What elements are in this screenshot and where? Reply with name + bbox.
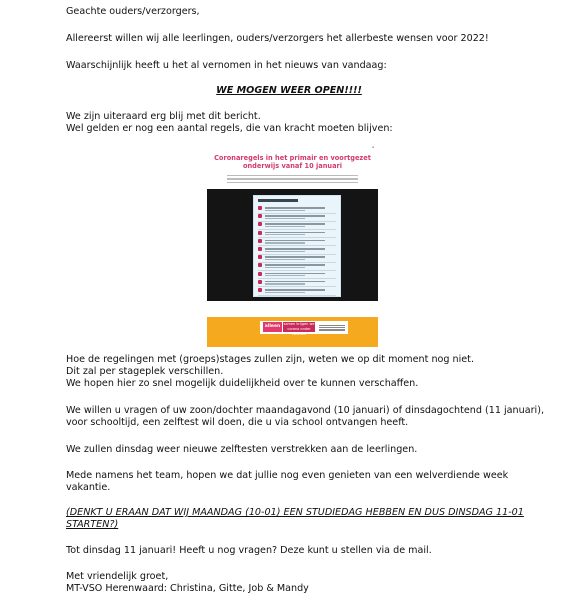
- studyday-reminder-line-1: (DENKT U ERAAN DAT WIJ MAANDAG (10-01) EEN STUDIEDAG HEBBEN EN DUS DINSDAG 11-01: [66, 507, 524, 518]
- rule-icon: [258, 272, 262, 276]
- corona-rules-infographic: [207, 137, 378, 350]
- rules-card-row: [258, 254, 336, 261]
- selftest-line-1: We willen u vragen of uw zoon/dochter maandagavond (10 januari) of dinsdagochtend (11 januari),: [66, 405, 544, 416]
- rules-card-row: [258, 279, 336, 286]
- campaign-logo-corona: corona onder controle: [283, 327, 315, 332]
- rules-card-row: [258, 246, 336, 253]
- rule-icon: [258, 280, 262, 284]
- news-intro: Waarschijnlijk heeft u het al vernomen in het nieuws van vandaag:: [66, 60, 387, 71]
- holiday-line-1: Mede namens het team, hopen we dat jullie nog even genieten van een welverdiende week: [66, 470, 509, 481]
- rule-icon: [258, 247, 262, 251]
- greeting: Geachte ouders/verzorgers,: [66, 6, 200, 17]
- rule-icon: [258, 222, 262, 226]
- closing: Met vriendelijk groet,: [66, 571, 169, 582]
- rules-card-row: [258, 221, 336, 228]
- selftest-line-2: voor schooltijd, een zelftest wil doen, die u via school ontvangen heeft.: [66, 417, 409, 428]
- internship-line-3: We hopen hier zo snel mogelijk duidelijkheid over te kunnen verschaffen.: [66, 378, 419, 389]
- campaign-logo-alleen: alleen: [263, 322, 282, 332]
- happy-line: We zijn uiteraard erg blij met dit bericht.: [66, 111, 261, 122]
- rule-icon: [258, 288, 262, 292]
- rule-icon: [258, 263, 262, 267]
- new-selftests: We zullen dinsdag weer nieuwe zelftesten verstrekken aan de leerlingen.: [66, 444, 418, 455]
- holiday-line-2: vakantie.: [66, 482, 111, 493]
- rules-card: [253, 195, 341, 297]
- rules-card-heading: [258, 199, 298, 202]
- new-year-wishes: Allereerst willen wij alle leerlingen, ouders/verzorgers het allerbeste wensen voor 2022!: [66, 33, 489, 44]
- source-mark: ▪: [371, 145, 374, 149]
- rules-card-row: [258, 271, 336, 278]
- infographic-subtitle-lines: [227, 173, 358, 183]
- rule-icon: [258, 255, 262, 259]
- rule-icon: [258, 206, 262, 210]
- rules-card-row: [258, 287, 336, 294]
- rule-icon: [258, 214, 262, 218]
- rules-card-row: [258, 238, 336, 245]
- infographic-title: [207, 154, 378, 170]
- infographic-title-line-2: onderwijs vanaf 10 januari: [242, 162, 343, 170]
- rules-card-row: [258, 213, 336, 220]
- internship-line-2: Dit zal per stageplek verschillen.: [66, 366, 224, 377]
- rules-line: Wel gelden er nog een aantal regels, die van kracht moeten blijven:: [66, 123, 393, 134]
- rule-icon: [258, 239, 262, 243]
- rules-card-row: [258, 230, 336, 237]
- rules-card-row: [258, 205, 336, 212]
- rule-icon: [258, 231, 262, 235]
- campaign-logo-text: [319, 324, 345, 331]
- infographic-title-line-1: Coronaregels in het primair en voortgezet: [214, 154, 371, 162]
- campaign-logo-samen: samen krijgen we: [283, 322, 315, 326]
- rules-card-row: [258, 262, 336, 269]
- headline: WE MOGEN WEER OPEN!!!!: [216, 85, 362, 96]
- studyday-reminder-line-2: STARTEN?): [66, 519, 119, 530]
- signature: MT-VSO Herenwaard: Christina, Gitte, Job & Mandy: [66, 583, 309, 594]
- questions-line: Tot dinsdag 11 januari! Heeft u nog vragen? Deze kunt u stellen via de mail.: [66, 545, 432, 556]
- internship-line-1: Hoe de regelingen met (groeps)stages zullen zijn, weten we op dit moment nog niet.: [66, 354, 474, 365]
